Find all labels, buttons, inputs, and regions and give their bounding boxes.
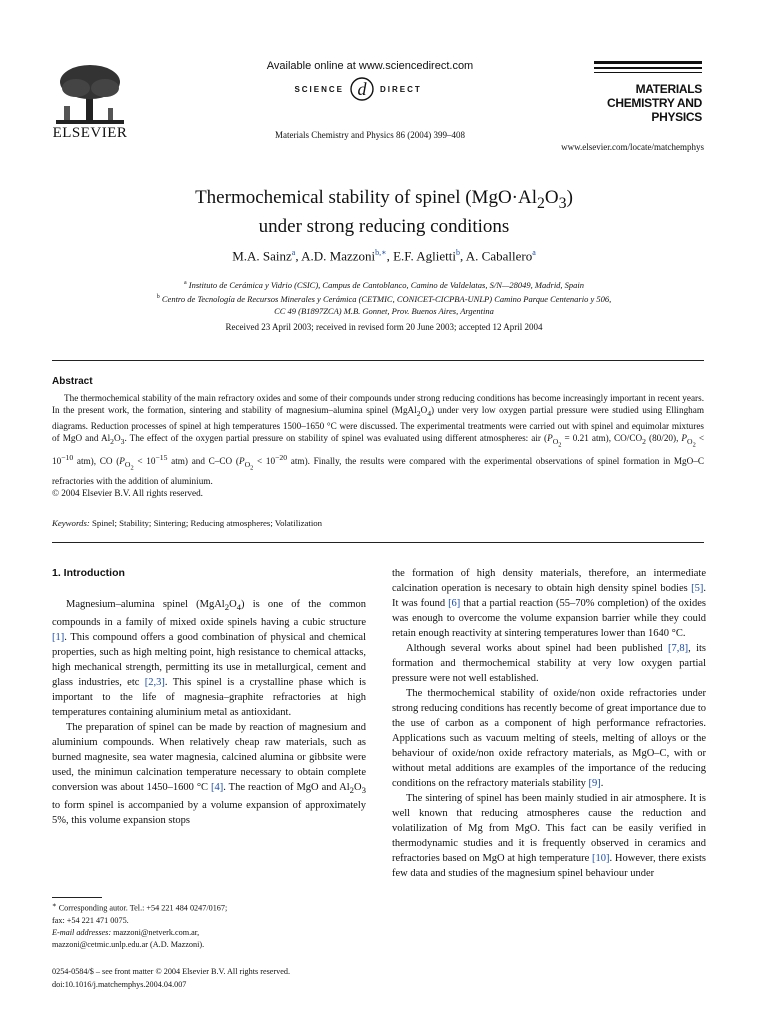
sciencedirect-logo[interactable] [258, 76, 482, 102]
journal-logo-rules [594, 61, 702, 77]
sciencedirect-mark-letter: d [357, 79, 367, 99]
body-paragraph: Although several works about spinel had been published [7,8], its formation and thermochemical stability at very low oxygen partial pressure were not well established. [392, 643, 706, 684]
right-column-text [392, 566, 706, 881]
journal-logo-line: CHEMISTRY AND [607, 96, 702, 110]
body-paragraph: the formation of high density materials, therefore, an intermediate calcination operation is necesary to obtain high density spinel bodies [5]. It was found [6] that a partial reaction (55–70% completion) of the oxides was enough to overcome the volume expansion barrier while they could retain enough reactivity at sintering temperatures lower than 1640 °C. [392, 568, 706, 639]
abstract-paragraph: The thermochemical stability of the main refractory oxides and some of their compounds under strong reducing conditions has become increasingly important in recent years. In the present work, the formation, sintering and stability of magnesium–alumina spinel $(MgAl_2O_4)$ under very low oxygen partial pressure were studied using Ellingham diagrams. Reduction processes of spinel at high temperatures 1500–1650 °C were discussed. The experimental treatments were carried out with spinel and equimolar mixtures of MgO and $Al_2O_3$. The effect of the oxygen partial pressure on stability of spinel was evaluated using different atmospheres: air ($P_{O_2} = 0.21$ atm), $CO/CO_2$ (80/20), $P_{O_2} < 10^{-10}$ atm), CO ($P_{O_2} < 10^{-15}$ atm) and C–CO ($P_{O_2} < 10^{-20}$ atm). Finally, the results were compared with the experimental observations of spinel formation in MgO–C refractories with the addition of aluminium. [52, 393, 705, 486]
footnote-corresponding-author: ∗ Corresponding autor. Tel.: +54 221 484 0247/0167; fax: +54 221 471 0075. E-mail addresses: mazzoni@netverk.com.ar, mazzoni@cetmic.unlp.edu.ar (A.D. Mazzoni). [52, 900, 366, 951]
left-column-text [52, 597, 366, 828]
issn-line: 0254-0584/$ – see front matter © 2004 Elsevier B.V. All rights reserved. [52, 967, 291, 976]
journal-logo-line: MATERIALS [635, 82, 702, 96]
affiliation-b: $^b$ Centro de Tecnología de Recursos Minerales y Cerámica (CETMIC, CONICET-CICPBA-UNLP) Camino Parque Centenario y 506, [156, 293, 612, 304]
author-affiliation-link[interactable]: a [291, 248, 296, 257]
title-line-1: Thermochemical stability of spinel $(MgO\cdot Al_2O_3)$ [195, 187, 573, 212]
author-affiliation-link[interactable]: a [532, 248, 536, 257]
citation-link[interactable]: [1] [52, 632, 65, 644]
author-name: A.D. Mazzoni [301, 248, 376, 264]
abstract-text [52, 392, 704, 499]
footnote-divider [52, 897, 102, 898]
sciencedirect-right-word: DIRECT [380, 85, 422, 94]
received-dates: Received 23 April 2003; received in revised form 20 June 2003; accepted 12 April 2004 [225, 322, 543, 332]
section-heading-introduction: 1. Introduction [52, 567, 125, 579]
abstract-copyright: © 2004 Elsevier B.V. All rights reserved. [52, 487, 203, 498]
sciencedirect-d-icon [348, 76, 376, 102]
citation-link[interactable]: [6] [448, 598, 461, 609]
title-line-2: under strong reducing conditions [258, 215, 510, 237]
journal-logo-title [592, 82, 702, 124]
affiliations [80, 277, 688, 317]
affiliation-a: $^a$ Instituto de Cerámica y Vidrio (CSIC), Campus de Cantoblanco, Camino de Valdelatas, S/N—28049, Madrid, Spain [183, 279, 585, 290]
citation-link[interactable]: [5] [691, 583, 704, 594]
publisher-name: ELSEVIER [52, 125, 128, 141]
author-list: M.A. Sainz$^a$, A.D. Mazzoni$^{b,∗}$, E.F. Aglietti$^b$, A. Caballero$^a$ [232, 248, 536, 264]
divider [52, 542, 704, 543]
article-title [80, 186, 688, 238]
doi-link[interactable]: doi:10.1016/j.matchemphys.2004.04.007 [52, 979, 187, 989]
author-name: M.A. Sainz [232, 248, 292, 264]
author-name: E.F. Aglietti [393, 248, 456, 264]
sciencedirect-left-word: SCIENCE [294, 85, 344, 94]
email-link[interactable]: mazzoni@cetmic.unlp.edu.ar (A.D. Mazzoni). [52, 939, 205, 949]
keywords [52, 518, 704, 528]
available-online-text[interactable]: Available online at www.sciencedirect.com [266, 60, 474, 72]
citation-link[interactable]: [4] [211, 782, 224, 794]
author-affiliation-link[interactable]: b [456, 248, 460, 257]
abstract-heading: Abstract [52, 376, 93, 387]
keywords-text: Spinel; Stability; Sintering; Reducing atmospheres; Volatilization [89, 518, 323, 528]
divider [52, 360, 704, 361]
citation-link[interactable]: [9] [588, 778, 601, 789]
journal-logo-line: PHYSICS [651, 110, 702, 124]
citation-link[interactable]: [7,8] [667, 643, 689, 654]
body-paragraph: The preparation of spinel can be made by reaction of magnesium and aluminium compounds. When relatively cheap raw materials, such as burned magnesite, sea water magnesia, calcined alumina or gibbsite were used, the minimun calcination temperature necessary to obtain complete conversion was about 1450–1600 °C [4]. The reaction of MgO and $Al_2O_3$ to form spinel is accompanied by a volume expansion of approximately 5%, this volume expansion stops [52, 722, 366, 827]
body-paragraph: The thermochemical stability of oxide/non oxide refractories under strong reducing conditions has recently become of great importance due to the use of carbon as a component of high performance refractories. Applications such as vacuum melting of steels, melting of alloys or the behaviour of oxide/non oxide refractory materials, as MgO–C, with or without metal additions are examples of the importance of the reducing conditions on the refractory materials stability [9]. [392, 688, 706, 789]
citation-link[interactable]: [10] [592, 853, 610, 864]
body-paragraph: Magnesium–alumina spinel $(MgAl_2O_4)$ is one of the common compounds in a family of mixed oxide spinels having a cubic structure [1]. This compound offers a good combination of physical and chemical properties, such as high melting point, high resistance to chemical attacks, high mechanical strength, permitting its use in metallurgical, cement and glass industries, etc [2,3]. This spinel is a crystalline phase which is important to the life of magnesia–graphite refractories at high temperatures containing aluminium metal as antioxidant. [52, 599, 366, 719]
keywords-label: Keywords: [52, 518, 90, 528]
front-matter-info [52, 966, 392, 991]
body-paragraph: The sintering of spinel has been mainly studied in air atmosphere. It is well known that reducing atmospheres cause the reduction and volatilization of Mg from MgO. This fact can be easily verified in thermodynamic studies and it is frequently observed in ceramics and refractories based on MgO at high temperature [10]. However, there exists few data and studies of the magnesium spinel behaviour under [392, 793, 707, 879]
author-affiliation-link[interactable]: b,∗ [375, 248, 387, 257]
citation-link[interactable]: [2,3] [144, 677, 165, 689]
author-name: A. Caballero [465, 248, 533, 264]
journal-reference: Materials Chemistry and Physics 86 (2004) 399–408 [275, 130, 465, 140]
journal-url-link[interactable]: www.elsevier.com/locate/matchemphys [561, 142, 704, 152]
affiliation-b-cont: CC 49 (B1897ZCA) M.B. Gonnet, Prov. Buenos Aires, Argentina [274, 305, 494, 316]
email-link[interactable]: mazzoni@netverk.com.ar, [111, 927, 200, 937]
